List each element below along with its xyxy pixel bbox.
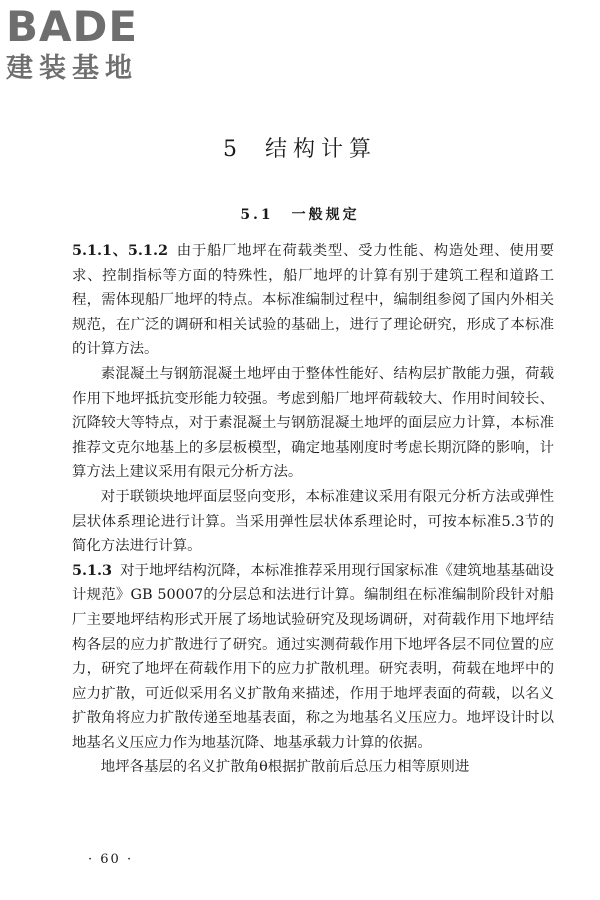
paragraph	[72, 362, 554, 485]
paragraph-clause-5-1-3	[72, 559, 554, 756]
section-number: 5.1	[240, 207, 274, 223]
chapter-title-text: 结构计算	[264, 137, 377, 162]
clause-number: 5.1.1、5.1.2	[72, 242, 168, 259]
chapter-title	[0, 132, 600, 163]
section-title	[0, 204, 600, 224]
paragraph	[72, 485, 554, 559]
paragraph-text: 地坪各基层的名义扩散角θ根据扩散前后总压力相等原则进	[100, 759, 470, 776]
paragraph-text: 素混凝土与钢筋混凝土地坪由于整体性能好、结构层扩散能力强，荷载作用下地坪抵抗变形能力较强。考虑到船厂地坪荷载较大、作用时间较长、沉降较大等特点，对于素混凝土与钢筋混凝土地坪的面层应力计算，本标准推荐文克尔地基上的多层板模型，确定地基刚度时考虑长期沉降的影响，计算方法上建议采用有限元分析方法。	[72, 365, 554, 481]
section-title-text: 一般规定	[291, 207, 360, 223]
publisher-logo	[6, 4, 186, 86]
logo-subtitle: 建装基地	[6, 53, 138, 84]
paragraph-text: 对于联锁块地坪面层竖向变形，本标准建议采用有限元分析方法或弹性层状体系理论进行计算。当采用弹性层状体系理论时，可按本标准5.3节的简化方法进行计算。	[72, 488, 554, 555]
page-number: · 60 ·	[88, 852, 134, 867]
chapter-number: 5	[222, 137, 243, 162]
body-text	[72, 239, 554, 780]
paragraph-text: 由于船厂地坪在荷载类型、受力性能、构造处理、使用要求、控制指标等方面的特殊性，船厂地坪的计算有别于建筑工程和道路工程，需体现船厂地坪的特点。本标准编制过程中，编制组参阅了国内外相关规范，在广泛的调研和相关试验的基础上，进行了理论研究，形成了本标准的计算方法。	[72, 243, 554, 358]
logo-wordmark: BADE	[6, 2, 139, 51]
clause-number: 5.1.3	[72, 561, 113, 579]
paragraph-text: 对于地坪结构沉降，本标准推荐采用现行国家标准《建筑地基基础设计规范》GB 50007的分层总和法进行计算。编制组在标准编制阶段针对船厂主要地坪结构形式开展了场地试验研究及现场调研，对荷载作用下地坪结构各层的应力扩散进行了研究。通过实测荷载作用下地坪各层不同位置的应力，研究了地坪在荷载作用下的应力扩散机理。研究表明，荷载在地坪中的应力扩散，可近似采用名义扩散角来描述，作用于地坪表面的荷载，以名义扩散角将应力扩散传递至地基表面，称之为地基名义压应力。地坪设计时以地基名义压应力作为地基沉降、地基承载力计算的依据。	[72, 562, 554, 751]
paragraph-clause-5-1-1	[72, 239, 554, 362]
paragraph	[72, 755, 554, 780]
